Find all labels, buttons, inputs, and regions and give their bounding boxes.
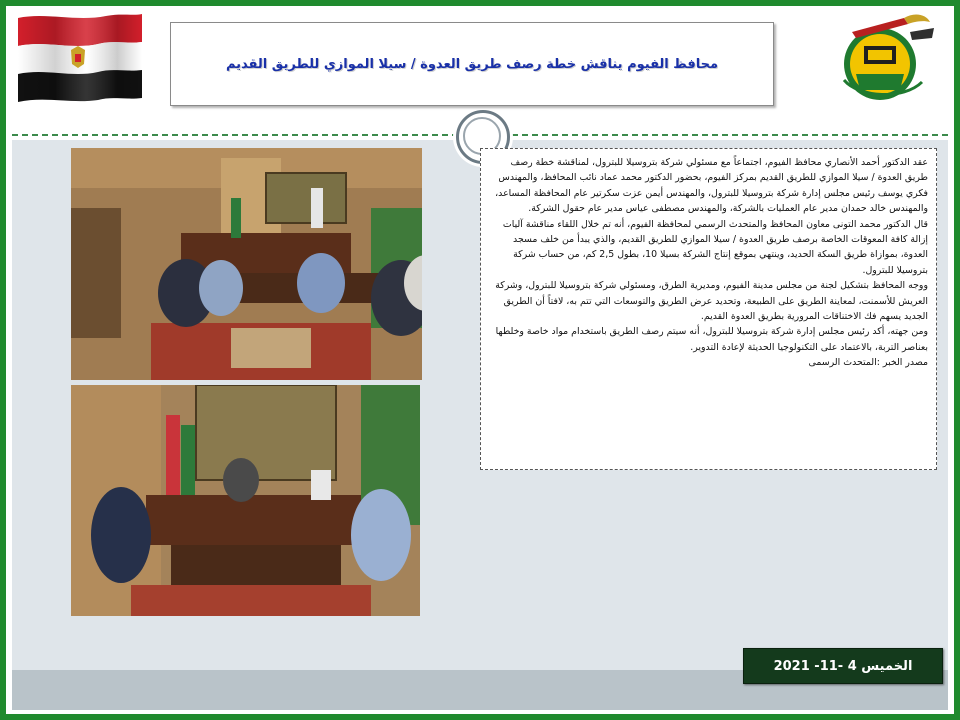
page-title: محافظ الفيوم يناقش خطة رصف طريق العدوة / سيلا الموازي للطريق القديم xyxy=(225,56,719,72)
article-paragraph-2: قال الدكتور محمد التونى معاون المحافظ والمتحدث الرسمي لمحافظة الفيوم، أنه تم خلال اللقاء مناقشة آليات إزالة كافة المعوقات الخاصة برصف طريق العدوة / سيلا الموازي للطريق القديم، والذي يبدأ من خلف مسجد العدوة، بموازاة طريق السكة الحديد، وينتهي بموقع إنتاج الشركة بسيلا 10، بطول 2,5 كم، من حساب شركة بتروسيلا للبترول. xyxy=(502,218,928,276)
egypt-flag-icon xyxy=(16,10,144,102)
article-paragraph-4: ومن جهته، أكد رئيس مجلس إدارة شركة بتروسيلا للبترول، أنه سيتم رصف الطريق باستخدام مواد خاصة وخلطها بعناصر التربة، بالاعتماد على التكنولوجيا الحديثة لإعادة التدوير. xyxy=(495,326,928,353)
fayoum-governorate-logo-icon xyxy=(834,10,944,106)
title-box xyxy=(170,22,774,106)
date-badge xyxy=(743,648,943,684)
date-text: الخميس 4 -11- 2021 xyxy=(773,658,913,674)
article-paragraph-3: ووجه المحافظ بتشكيل لجنة من مجلس مدينة الفيوم، ومديرية الطرق، ومسئولي شركة بتروسيلا للبترول، وشركة العريش للأسمنت، لمعاينة الطريق على الطبيعة، وتحديد عرض الطريق والتوسعات التي تتم به، لافتاً أن الطريق الجديد يسهم فك الاختناقات المرورية بطريق العدوة القديم. xyxy=(495,280,928,323)
article-paragraph-1: عقد الدكتور أحمد الأنصاري محافظ الفيوم، اجتماعاً مع مسئولي شركة بتروسيلا للبترول، لمناقشة خطة رصف طريق العدوة / سيلا الموازي للطريق القديم بمركز الفيوم، بحضور الدكتور محمد عماد نائب المحافظ، والمهندس فكري يوسف رئيس مجلس إدارة شركة بتروسيلا للبترول، والمهندس أيمن عزت سكرتير عام المحافظة المساعد، والمهندس خالد حمدان مدير عام العمليات بالشركة، والمهندس مصطفى عياس مدير عام حقول الشركة. xyxy=(495,157,928,215)
meeting-photo-1 xyxy=(71,148,422,380)
meeting-photo-2 xyxy=(71,385,420,616)
article-source: مصدر الخبر :المتحدث الرسمى xyxy=(808,357,928,369)
article-box xyxy=(480,148,937,470)
